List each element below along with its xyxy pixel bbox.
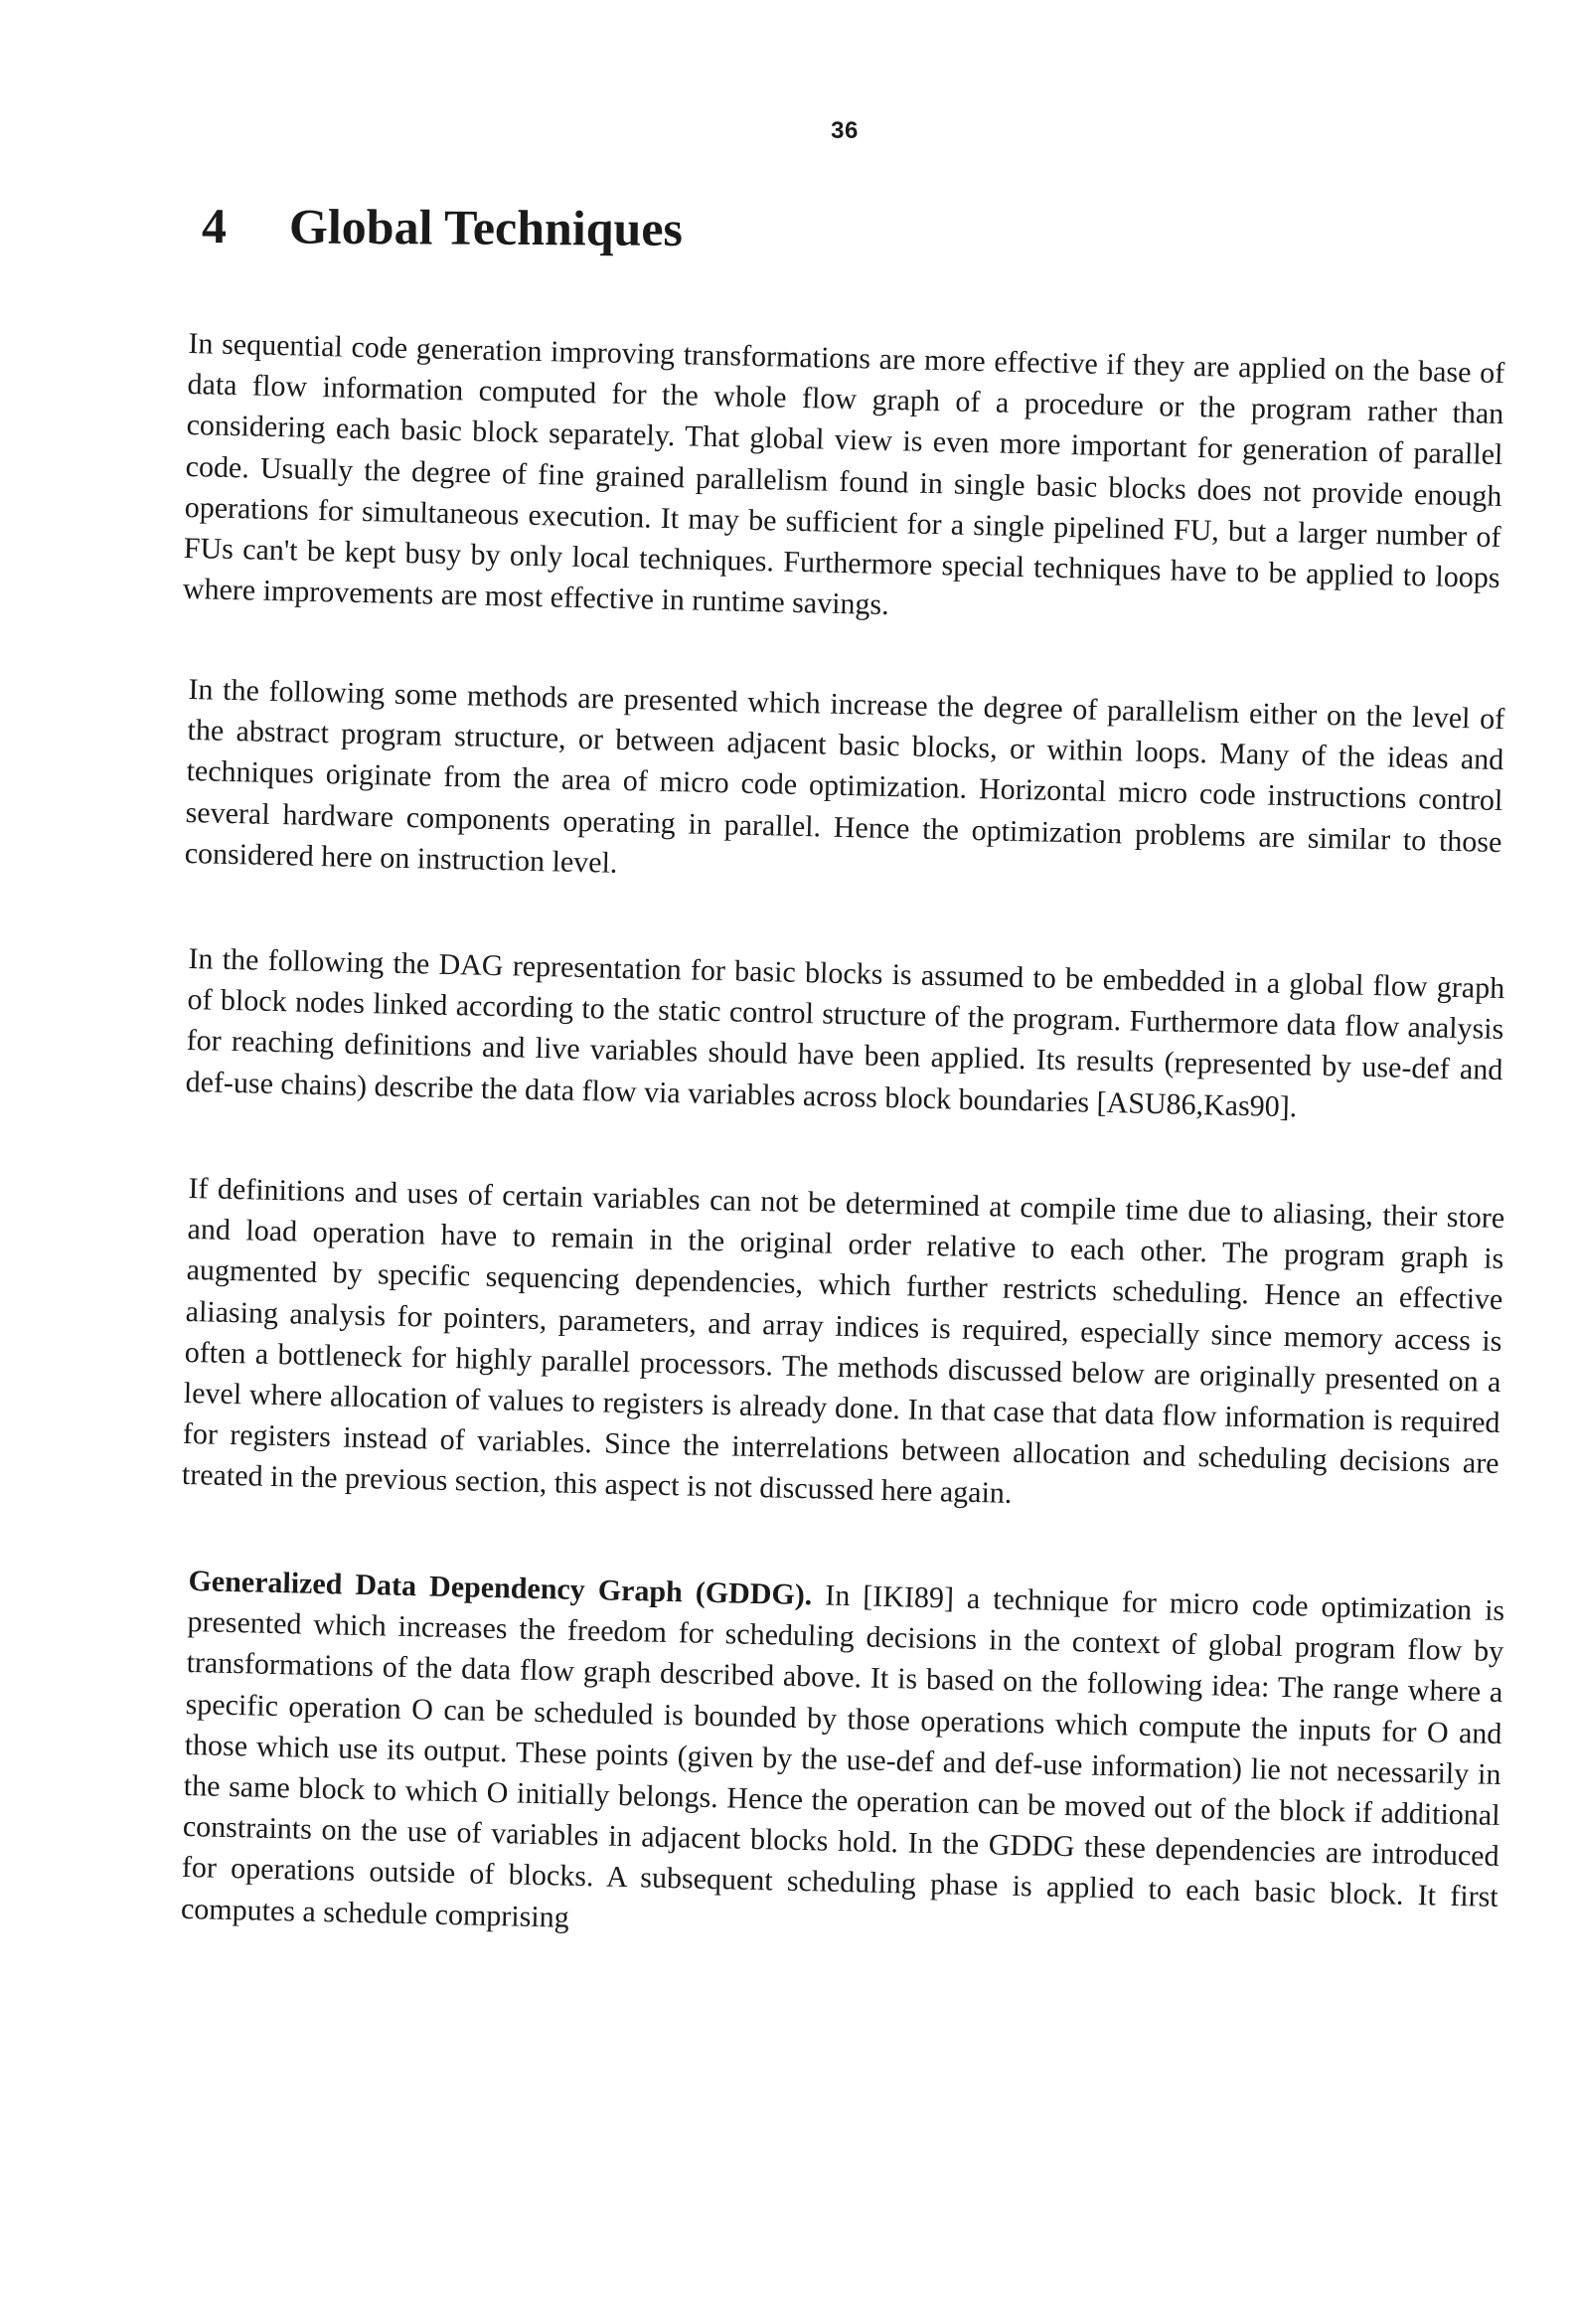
run-in-heading: Generalized Data Dependency Graph (GDDG). [188,1564,813,1612]
page-number: 36 [831,117,859,144]
body-text [180,323,1505,1934]
paragraph [185,938,1504,1132]
paragraph-text: In the following the DAG representation for basic blocks is assumed to be embedded in a global flow graph of block nodes linked according to the static control structure of the program. Furthermore data flow analysis for reaching definitions and live variables should have been applied. Its results (represented by use-def and def-use chains) describe the data flow via variables across block boundaries [ASU86,Kas90]. [185,942,1505,1124]
section-heading [202,197,683,257]
paragraph [181,1561,1505,1959]
paragraph [182,1168,1505,1526]
section-number: 4 [201,198,228,254]
paragraph [182,323,1504,639]
paragraph-text: In [IKI89] a technique for micro code optimization is presented which increases the freedom for scheduling decisions in the context of global program flow by transformations of the data flow graph described above. It is based on the following idea: The range where a specific operation O can be scheduled is bounded by those operations which compute the inputs for O and those which use its output. These points (given by the use-def and def-use information) lie not necessarily in the same block to which O initially belongs. Hence the operation can be moved out of the block if additional constraints on the use of variables in adjacent blocks hold. In the GDDG these dependencies are introduced for operations outside of blocks. A subsequent scheduling phase is applied to each basic block. It first computes a schedule comprising [180,1578,1505,1934]
paragraph-text: In the following some methods are presented which increase the degree of parallelism either on the level of the abstract program structure, or between adjacent basic blocks, or within loops. Many of the ideas and techniques originate from the area of micro code optimization. Horizontal micro code instructions control several hardware components operating in parallel. Hence the optimization problems are similar to those considered here on instruction level. [184,673,1505,881]
paragraph-text: In sequential code generation improving transformations are more effective if they are applied on the base of data flow information computed for the whole flow graph of a procedure or the program rather than considering each basic block separately. That global view is even more important for generation of parallel code. Usually the degree of fine grained parallelism found in single basic blocks does not provide enough operations for simultaneous execution. It may be sufficient for a single pipelined FU, but a larger number of FUs can't be kept busy by only local techniques. Furthermore special techniques have to be applied to loops where improvements are most effective in runtime savings. [182,326,1505,622]
section-title: Global Techniques [288,198,684,256]
paragraph [184,669,1504,904]
paragraph-text: If definitions and uses of certain variables can not be determined at compile time due to aliasing, their store and load operation have to remain in the original order relative to each other. The program graph is augmented by specific sequencing dependencies, which further restricts scheduling. Hence an effective aliasing analysis for pointers, parameters, and array indices is required, especially since memory access is often a bottleneck for highly parallel processors. The methods discussed below are originally presented on a level where allocation of values to registers is already done. In that case that data flow information is required for registers instead of variables. Since the interrelations between allocation and scheduling decisions are treated in the previous section, this aspect is not discussed here again. [181,1172,1505,1511]
